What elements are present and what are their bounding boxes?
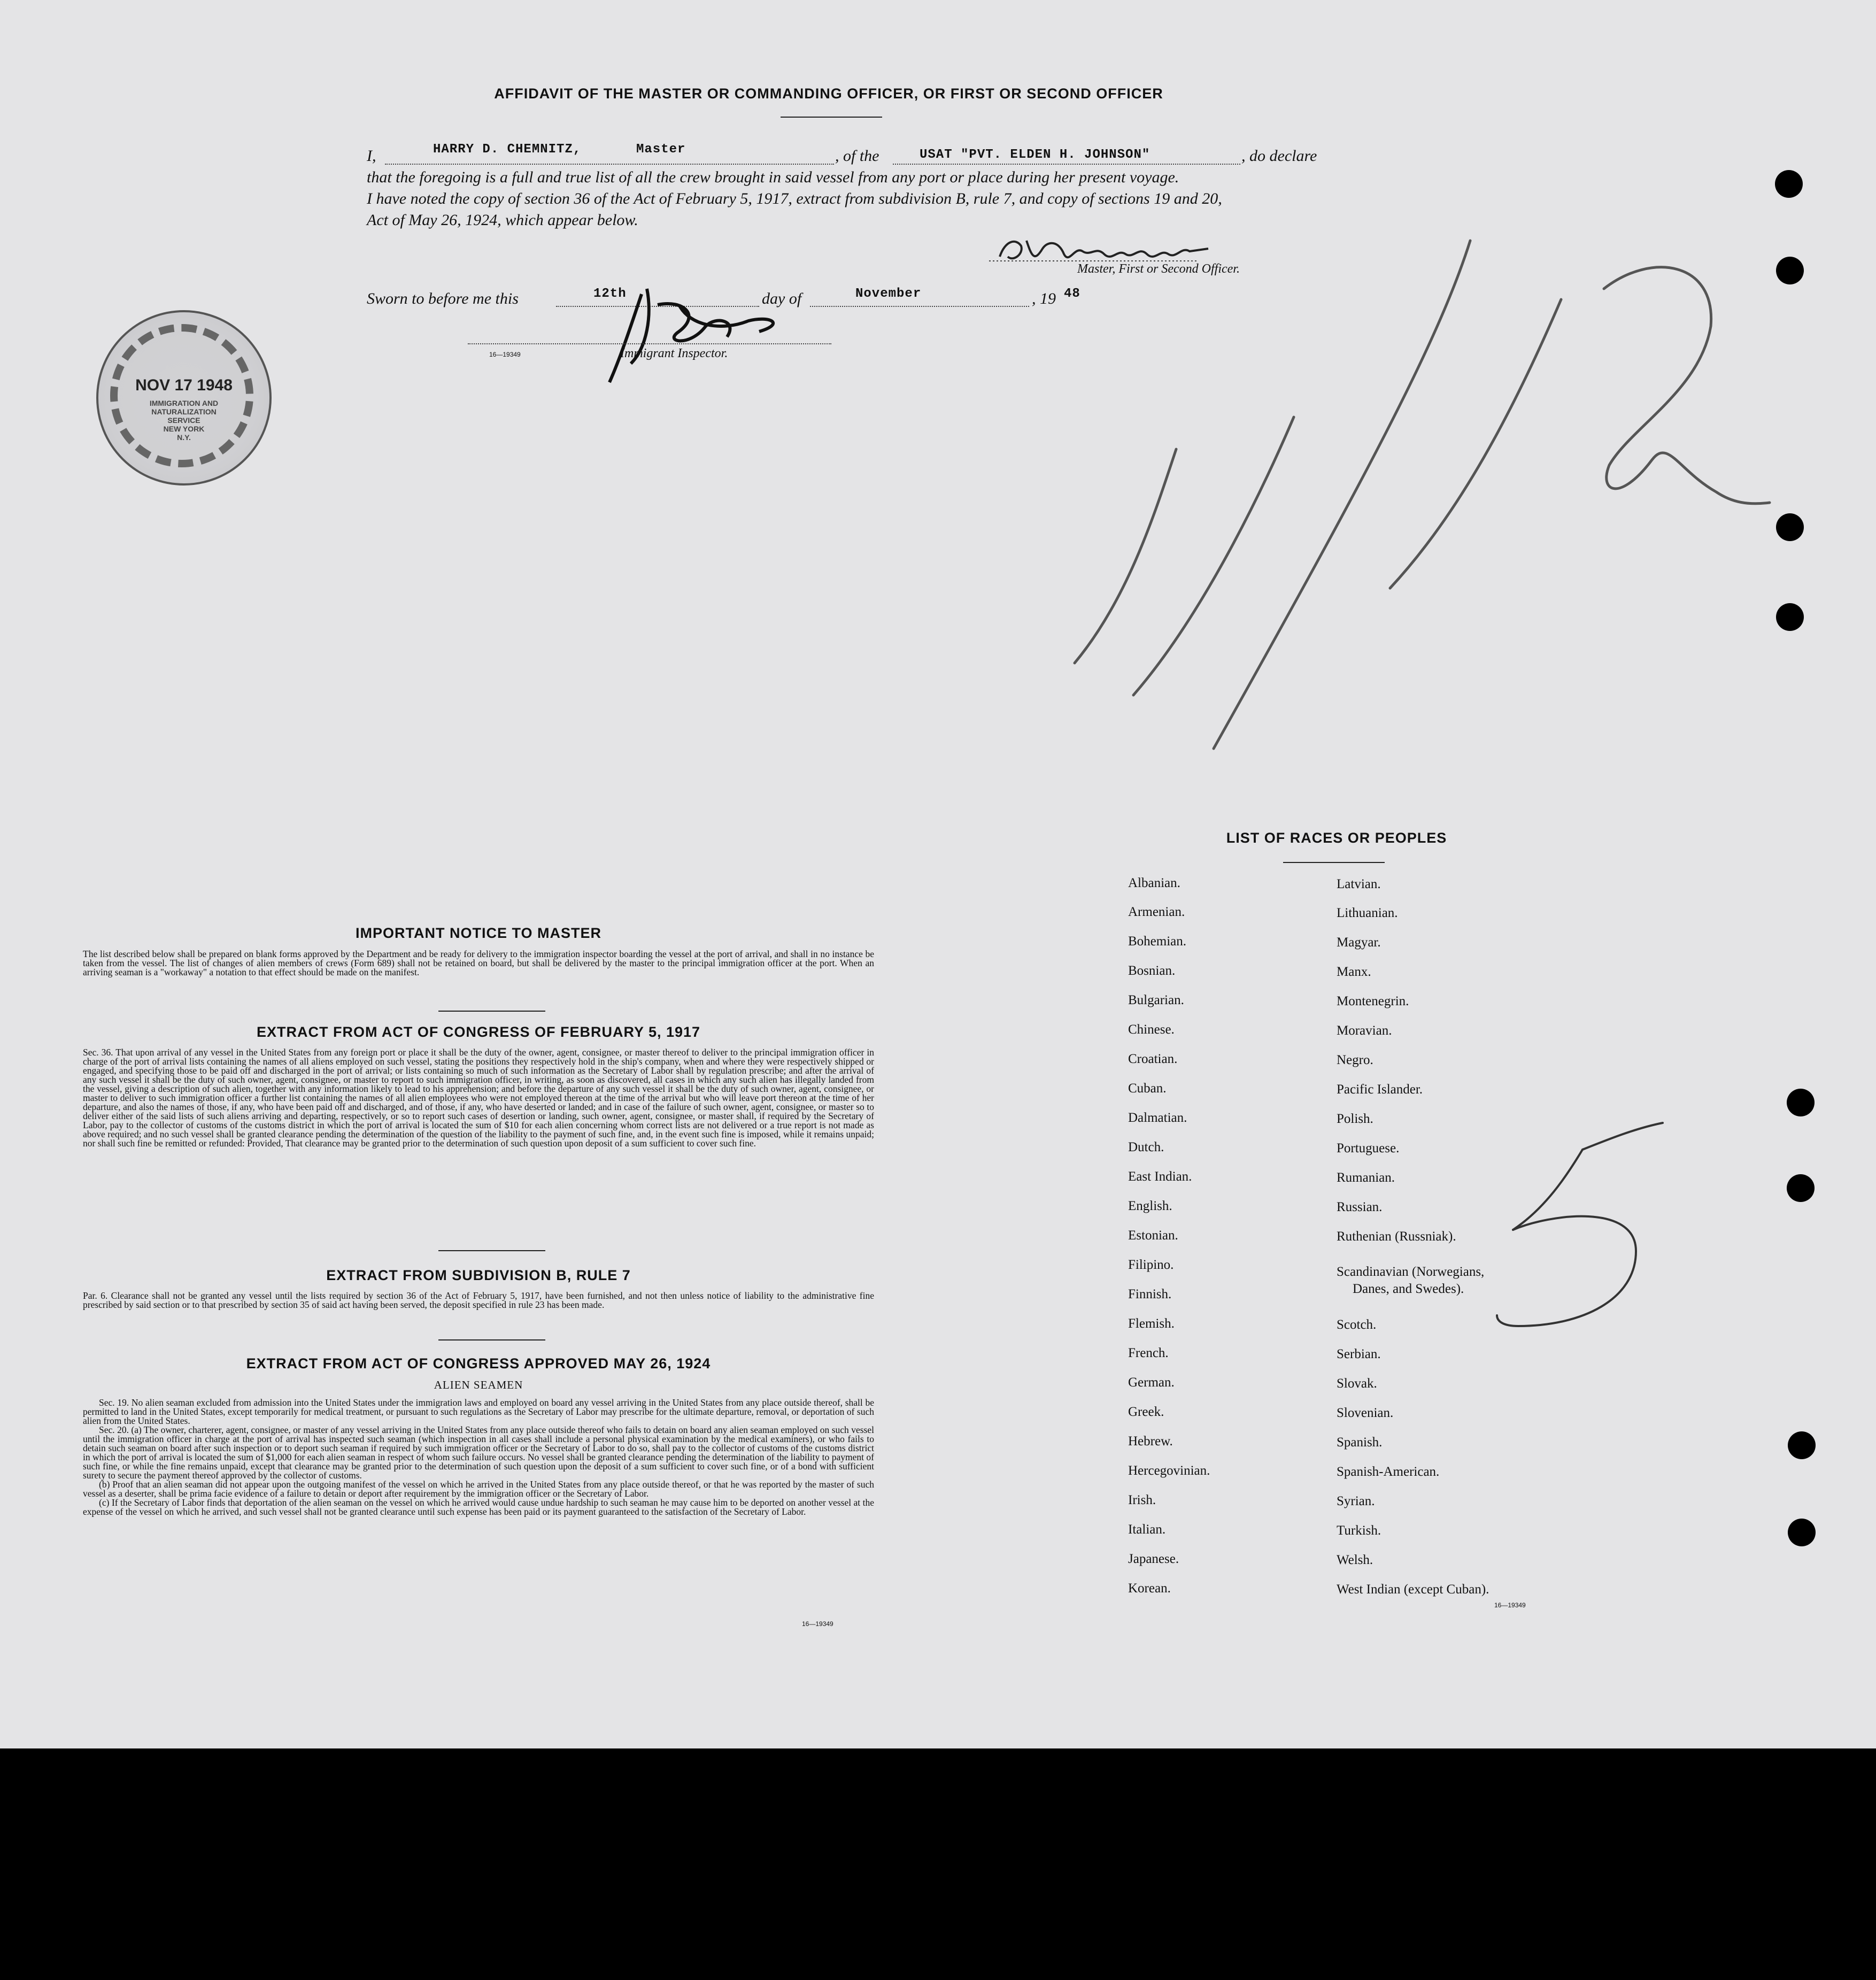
race-right: Polish. — [1337, 1112, 1373, 1126]
race-right: Scotch. — [1337, 1318, 1377, 1332]
race-left: Flemish. — [1128, 1316, 1175, 1331]
race-left: English. — [1128, 1199, 1172, 1213]
races-divider — [1283, 862, 1385, 863]
race-right: Ruthenian (Russniak). — [1337, 1229, 1456, 1244]
extract-1924-body — [83, 1398, 874, 1516]
extract-1917-title: EXTRACT FROM ACT OF CONGRESS OF FEBRUARY 5, 1917 — [256, 1024, 701, 1040]
race-left: Finnish. — [1128, 1287, 1172, 1301]
of-the-label: , of the — [835, 147, 879, 165]
race-left: Irish. — [1128, 1493, 1156, 1507]
binder-hole — [1788, 1431, 1816, 1459]
stamp-line: SERVICE — [167, 416, 200, 425]
title-divider — [781, 117, 882, 118]
race-left: Dutch. — [1128, 1140, 1164, 1154]
race-left: Chinese. — [1128, 1022, 1175, 1037]
master-signature-caption: Master, First or Second Officer. — [1077, 262, 1240, 276]
date-stamp — [96, 310, 272, 486]
race-right: Syrian. — [1337, 1494, 1375, 1508]
race-left: Albanian. — [1128, 876, 1180, 890]
race-left: French. — [1128, 1346, 1169, 1360]
race-left: German. — [1128, 1375, 1175, 1390]
race-left: Dalmatian. — [1128, 1111, 1187, 1125]
affidavit-i-label: I, — [367, 147, 376, 165]
handwritten-folio-mark — [1043, 214, 1791, 802]
race-left: Italian. — [1128, 1522, 1166, 1537]
race-right: Rumanian. — [1337, 1170, 1395, 1185]
race-right: Montenegrin. — [1337, 994, 1409, 1008]
race-left: Armenian. — [1128, 905, 1185, 919]
affidavit-title: AFFIDAVIT OF THE MASTER OR COMMANDING OFFICER, OR FIRST OR SECOND OFFICER — [494, 86, 1163, 102]
race-left: Hebrew. — [1128, 1434, 1173, 1449]
master-name: HARRY D. CHEMNITZ, — [433, 142, 582, 157]
race-right: Manx. — [1337, 965, 1371, 979]
stamp-line: NEW YORK — [163, 425, 205, 433]
race-right: Danes, and Swedes). — [1353, 1282, 1464, 1296]
extract-rule7-body: Par. 6. Clearance shall not be granted any vessel until the lists required by section 36 of the Act of February 5, 1917, have been furnished, and not then unless notice of liability to the administrative fine prescribed by said section or to that prescribed by section 35 of said act having been served, the deposit specified in rule 23 has been made. — [83, 1290, 874, 1310]
race-right: Magyar. — [1337, 935, 1381, 950]
sworn-day: 12th — [593, 287, 627, 301]
stamp-line: N.Y. — [177, 433, 191, 442]
binder-hole — [1776, 603, 1804, 631]
race-right: Latvian. — [1337, 877, 1381, 891]
race-left: Estonian. — [1128, 1228, 1178, 1243]
section-20c: (c) If the Secretary of Labor finds that deportation of the alien seaman on the vessel on which he arrived would cause undue hardship to such seaman he may cause him to be deported on another vessel at the expense of the vessel on which he arrived, and such vessel shall not be granted clearance until such expense has been paid or its payment guaranteed to the satisfaction of the Secretary of Labor. — [83, 1497, 874, 1517]
race-left: Korean. — [1128, 1581, 1171, 1596]
race-right: West Indian (except Cuban). — [1337, 1582, 1489, 1597]
race-left: Cuban. — [1128, 1081, 1167, 1096]
race-right: Negro. — [1337, 1053, 1373, 1067]
section-20a: Sec. 20. (a) The owner, charterer, agent, consignee, or master of any vessel arriving in the United States from any place outside thereof who fails to detain on board any alien seaman employed on such vessel until the immigration officer in charge at the port of arrival has inspected such seaman (which inspection in all cases shall include a personal physical examination by the medical examiners), or who fails to detain such seaman on board after such inspection or to deport such seaman if required by such immigration officer or the Secretary of Labor to do so, shall pay to the collector of customs of the customs district in which the port of arrival is located the sum of $1,000 for each alien seaman in respect of whom such failure occurs. No vessel shall be granted clearance pending the determination of the liability to payment of such fine, or while the fine remains unpaid, except that clearance may be granted prior to the determination of such question upon the deposit of a sum sufficient to cover such fine, or of a bond with sufficient surety to secure the payment thereof approved by the collector of customs. — [83, 1424, 874, 1481]
race-right: Spanish. — [1337, 1435, 1383, 1450]
binder-hole — [1788, 1519, 1816, 1546]
day-of-label: day of — [762, 290, 802, 307]
race-right: Lithuanian. — [1337, 906, 1398, 920]
race-right: Slovenian. — [1337, 1406, 1394, 1420]
stamp-line: IMMIGRATION AND — [149, 399, 219, 407]
year-prefix: , 19 — [1032, 290, 1056, 307]
race-left: Filipino. — [1128, 1258, 1174, 1272]
alien-seamen-subtitle: ALIEN SEAMEN — [434, 1378, 523, 1391]
stamp-ring — [110, 324, 253, 467]
race-left: Croatian. — [1128, 1052, 1178, 1066]
notice-title: IMPORTANT NOTICE TO MASTER — [356, 925, 601, 941]
vessel-name: USAT "PVT. ELDEN H. JOHNSON" — [920, 148, 1151, 162]
binder-hole — [1776, 513, 1804, 541]
binder-hole — [1787, 1089, 1815, 1116]
race-right: Serbian. — [1337, 1347, 1381, 1361]
race-left: Bohemian. — [1128, 934, 1187, 949]
races-form-number: 16—19349 — [1494, 1601, 1526, 1609]
sworn-month: November — [855, 287, 922, 301]
binder-hole — [1775, 170, 1803, 198]
sworn-label: Sworn to before me this — [367, 290, 519, 307]
race-right: Spanish-American. — [1337, 1465, 1440, 1479]
affidavit-line-4: Act of May 26, 1924, which appear below. — [367, 211, 638, 229]
race-right: Moravian. — [1337, 1023, 1392, 1038]
affidavit-line-3: I have noted the copy of section 36 of the Act of February 5, 1917, extract from subdivision B, rule 7, and copy of sections 19 and 20, — [367, 190, 1222, 207]
race-left: Greek. — [1128, 1405, 1164, 1419]
inspector-caption: Immigrant Inspector. — [620, 346, 728, 360]
affidavit-line-2: that the foregoing is a full and true list of all the crew brought in said vessel from any port or place during her present voyage. — [367, 168, 1179, 186]
race-right: Pacific Islander. — [1337, 1082, 1423, 1097]
races-title: LIST OF RACES OR PEOPLES — [1226, 830, 1447, 846]
extract-1917-divider — [438, 1250, 545, 1251]
extract-1917-body: Sec. 36. That upon arrival of any vessel in the United States from any foreign port or place it shall be the duty of the owner, agent, consignee, or master thereof to deliver to the principal immigration officer in charge of the port of arrival lists containing the names of all aliens employed on such vessel, stating the positions they respectively hold in the ship's company, when and where they were respectively shipped or engaged, and specifying those to be paid off and discharged in the port of arrival; or lists containing so much of such information as the Secretary of Labor shall by regulation prescribe; and after the arrival of any such vessel it shall be the duty of such owner, agent, consignee, or master to report to such immigration officer, in writing, as soon as discovered, all cases in which any such alien has illegally landed from the vessel, giving a description of such alien, together with any information likely to lead to his apprehension; and before the departure of any such vessel it shall be the duty of such owner, agent, consignee, or master to deliver to such immigration officer a further list containing the names of all alien employees who were not employed thereon at the time of the arrival but who will leave port thereon at the time of her departure, and also the names of those, if any, who have been paid off and discharged, and of those, if any, who have deserted or landed; and in case of the failure of such owner, agent, consignee, or master so to deliver either of the said lists of such aliens arriving and departing, respectively, or so to report such cases of desertion or landing, such owner, agent, consignee, or master shall, if required by the Secretary of Labor, pay to the collector of customs of the customs district in which the port of arrival is located the sum of $10 for each alien concerning whom correct lists are not delivered or a true report is not made as above required; and no such vessel shall be granted clearance pending the determination of the question of the liability to the payment of such fine, and, in the event such fine is imposed, while it remains unpaid; nor shall such fine be remitted or refunded: Provided, That clearance may be granted prior to the determination of such question upon deposit of a sum sufficient to cover such fine. — [83, 1047, 874, 1149]
race-right: Slovak. — [1337, 1376, 1377, 1391]
race-right: Russian. — [1337, 1200, 1383, 1214]
race-right: Scandinavian (Norwegians, — [1337, 1265, 1485, 1279]
section-20b: (b) Proof that an alien seaman did not appear upon the outgoing manifest of the vessel on which he arrived in the United States from any place outside thereof, or that he was reported by the master of such vessel as a deserter, shall be prima facie evidence of a failure to detain or deport after requirement by the immigration officer or the Secretary of Labor. — [83, 1479, 874, 1499]
stamp-line: NATURALIZATION — [151, 407, 217, 416]
race-left: Japanese. — [1128, 1552, 1179, 1566]
race-left: Bulgarian. — [1128, 993, 1184, 1007]
notice-divider — [438, 1011, 545, 1012]
notice-body: The list described below shall be prepared on blank forms approved by the Department and be ready for delivery to the immigration inspector boarding the vessel at the port of arrival, and shall in no instance be taken from the vessel. The list of changes of alien members of crews (Form 689) shall not be retained on board, but shall be delivered by the master to the principal immigration officer at the port. When an arriving seaman is a "workaway" a notation to that effect should be made on the manifest. — [83, 949, 874, 977]
race-right: Welsh. — [1337, 1553, 1373, 1567]
affidavit-form-number: 16—19349 — [489, 351, 521, 358]
year-suffix: 48 — [1064, 287, 1080, 301]
race-left: East Indian. — [1128, 1169, 1192, 1184]
do-declare-label: , do declare — [1241, 147, 1317, 165]
stamp-date: NOV 17 1948 — [135, 376, 233, 394]
inspector-line — [468, 342, 831, 344]
race-left: Bosnian. — [1128, 964, 1176, 978]
master-rank: Master — [636, 142, 686, 157]
extract-rule7-title: EXTRACT FROM SUBDIVISION B, RULE 7 — [326, 1267, 631, 1283]
extract-1924-title: EXTRACT FROM ACT OF CONGRESS APPROVED MAY 26, 1924 — [246, 1355, 711, 1372]
extract-rule7-divider — [438, 1339, 545, 1340]
binder-hole — [1776, 257, 1804, 284]
binder-hole — [1787, 1174, 1815, 1202]
race-left: Hercegovinian. — [1128, 1463, 1210, 1478]
extract-form-number: 16—19349 — [802, 1620, 833, 1628]
stamp-text — [98, 399, 269, 442]
race-right: Turkish. — [1337, 1523, 1381, 1538]
race-right: Portuguese. — [1337, 1141, 1400, 1155]
handwritten-side-mark — [1486, 1112, 1700, 1347]
inspector-signature — [599, 273, 823, 390]
section-19: Sec. 19. No alien seaman excluded from admission into the United States under the immigration laws and employed on board any vessel arriving in the United States from any place outside thereof, shall be permitted to land in the United States, except temporarily for medical treatment, or pursuant to such regulations as the Secretary of Labor may prescribe for the ultimate departure, removal, or deportation of such alien from the United States. — [83, 1397, 874, 1426]
